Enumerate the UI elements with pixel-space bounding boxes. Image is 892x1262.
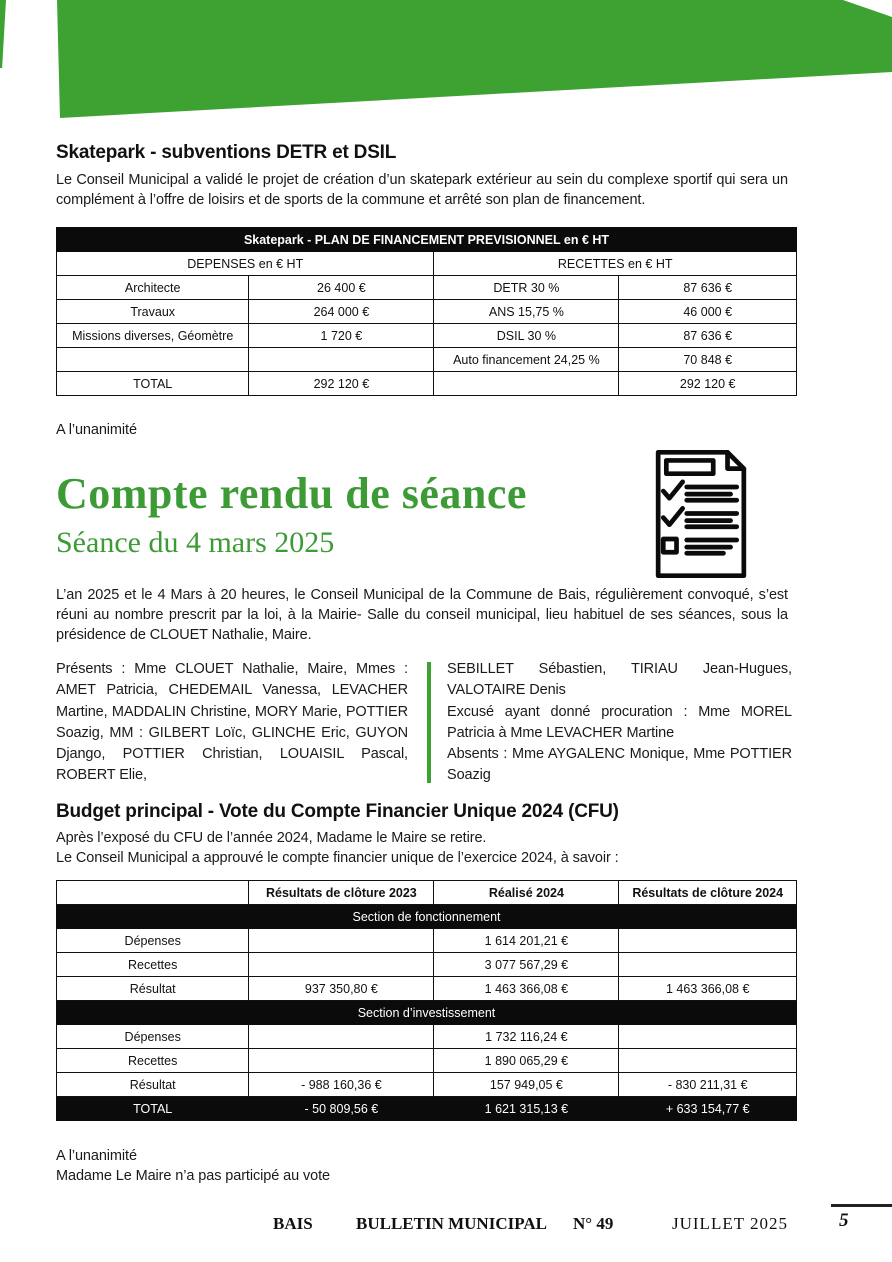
col-header-depenses: DEPENSES en € HT	[57, 252, 434, 276]
header-green-band	[0, 0, 892, 120]
table-caption: Skatepark - PLAN DE FINANCEMENT PREVISIONNEL en € HT	[57, 228, 797, 252]
cell: 87 636 €	[619, 324, 797, 348]
cell	[249, 953, 434, 977]
table-row	[57, 300, 797, 324]
footer-issue: N° 49	[573, 1214, 614, 1233]
cell	[619, 953, 797, 977]
cell: 87 636 €	[619, 276, 797, 300]
unanimity-note-2: A l’unanimité	[56, 1148, 137, 1164]
financing-table	[56, 227, 797, 396]
cell: 1 463 366,08 €	[434, 977, 619, 1001]
table-total-row	[57, 372, 797, 396]
footer-town: BAIS	[273, 1214, 313, 1233]
table-row	[57, 276, 797, 300]
seance-intro: L’an 2025 et le 4 Mars à 20 heures, le Conseil Municipal de la Commune de Bais, régulièrement convoqué, s’est réuni au nombre prescrit par la loi, à la Mairie- Salle du conseil municipal, lieu habituel de ses séances, sous la présidence de CLOUET Nathalie, Maire.	[56, 587, 788, 643]
cell: Recettes	[57, 1049, 249, 1073]
cell	[619, 929, 797, 953]
budget-line-1: Après l’exposé du CFU de l’année 2024, Madame le Maire se retire.	[56, 830, 487, 846]
budget-line-2: Le Conseil Municipal a approuvé le compte financier unique de l’exercice 2024, à savoir :	[56, 850, 619, 866]
mayor-vote-note: Madame Le Maire n’a pas participé au vote	[56, 1168, 330, 1184]
table-row	[57, 1025, 797, 1049]
cell: 1 890 065,29 €	[434, 1049, 619, 1073]
presents-text: Présents : Mme CLOUET Nathalie, Maire, Mmes : AMET Patricia, CHEDEMAIL Vanessa, LEVACHER Martine, MADDALIN Christine, MORY Marie, POTTIER Soazig, MM : GILBERT Loïc, GLINCHE Eric, GUYON Django, POTTIER Christian, LOUAISIL Pascal, ROBERT Elie,	[56, 661, 408, 784]
table-row	[57, 977, 797, 1001]
cell	[249, 348, 434, 372]
attendance-left-column	[56, 659, 408, 787]
col-header-2024: Résultats de clôture 2024	[619, 881, 797, 905]
page-number: 5	[839, 1210, 849, 1231]
section-row	[57, 905, 797, 929]
cell: 292 120 €	[249, 372, 434, 396]
cell: 46 000 €	[619, 300, 797, 324]
cell: Architecte	[57, 276, 249, 300]
cell: DSIL 30 %	[434, 324, 619, 348]
footer-date: JUILLET 2025	[672, 1214, 789, 1233]
cell: Travaux	[57, 300, 249, 324]
section-row	[57, 1001, 797, 1025]
report-checklist-icon	[650, 449, 752, 579]
table-row	[57, 1049, 797, 1073]
unanimity-note: A l’unanimité	[56, 422, 137, 438]
cell: - 830 211,31 €	[619, 1073, 797, 1097]
page-number-rule	[831, 1204, 892, 1207]
section-investissement-label: Section d’investissement	[57, 1001, 797, 1025]
table-header-row	[57, 252, 797, 276]
cell	[434, 372, 619, 396]
compte-rendu-title: Compte rendu de séance	[56, 469, 527, 518]
cell: Missions diverses, Géomètre	[57, 324, 249, 348]
seance-subtitle: Séance du 4 mars 2025	[56, 526, 335, 559]
cell	[57, 881, 249, 905]
header-green-sliver	[0, 0, 6, 68]
cell: 937 350,80 €	[249, 977, 434, 1001]
cell: 1 463 366,08 €	[619, 977, 797, 1001]
cell: Résultat	[57, 977, 249, 1001]
col-header-recettes: RECETTES en € HT	[434, 252, 797, 276]
cell: 1 720 €	[249, 324, 434, 348]
table-row	[57, 324, 797, 348]
cell: DETR 30 %	[434, 276, 619, 300]
cell: 26 400 €	[249, 276, 434, 300]
cell: 70 848 €	[619, 348, 797, 372]
cell: ANS 15,75 %	[434, 300, 619, 324]
cell	[249, 1025, 434, 1049]
cell: 292 120 €	[619, 372, 797, 396]
total-2024: + 633 154,77 €	[619, 1097, 797, 1121]
skatepark-intro: Le Conseil Municipal a validé le projet de création d’un skatepark extérieur au sein du complexe sportif qui sera un complément à l’offre de loisirs et de sports de la commune et arrêté son plan de financement.	[56, 172, 788, 208]
cell: Recettes	[57, 953, 249, 977]
cell: 1 732 116,24 €	[434, 1025, 619, 1049]
absents-text: Absents : Mme AYGALENC Monique, Mme POTTIER Soazig	[447, 746, 792, 784]
cell: 157 949,05 €	[434, 1073, 619, 1097]
col-header-realise: Réalisé 2024	[434, 881, 619, 905]
skatepark-heading: Skatepark - subventions DETR et DSIL	[56, 142, 397, 163]
total-realise: 1 621 315,13 €	[434, 1097, 619, 1121]
attendance-right-column	[447, 659, 792, 787]
cell	[619, 1025, 797, 1049]
table-caption-row	[57, 228, 797, 252]
excused-text: Excusé ayant donné procuration : Mme MOREL Patricia à Mme LEVACHER Martine	[447, 703, 792, 741]
cell: Auto financement 24,25 %	[434, 348, 619, 372]
col-header-2023: Résultats de clôture 2023	[249, 881, 434, 905]
cell: Dépenses	[57, 929, 249, 953]
table-row	[57, 1073, 797, 1097]
attendance-continued: SEBILLET Sébastien, TIRIAU Jean-Hugues, VALOTAIRE Denis	[447, 661, 792, 699]
cell: Dépenses	[57, 1025, 249, 1049]
cell: TOTAL	[57, 372, 249, 396]
table-total-row	[57, 1097, 797, 1121]
table-row	[57, 953, 797, 977]
column-divider	[427, 662, 431, 783]
cfu-table	[56, 880, 797, 1121]
section-fonctionnement-label: Section de fonctionnement	[57, 905, 797, 929]
table-row	[57, 929, 797, 953]
cell: 1 614 201,21 €	[434, 929, 619, 953]
cell	[57, 348, 249, 372]
budget-heading: Budget principal - Vote du Compte Financier Unique 2024 (CFU)	[56, 801, 619, 822]
cell: 264 000 €	[249, 300, 434, 324]
table-header-row	[57, 881, 797, 905]
total-label: TOTAL	[57, 1097, 249, 1121]
cell	[249, 929, 434, 953]
total-2023: - 50 809,56 €	[249, 1097, 434, 1121]
cell	[619, 1049, 797, 1073]
table-row	[57, 348, 797, 372]
cell: - 988 160,36 €	[249, 1073, 434, 1097]
cell	[249, 1049, 434, 1073]
footer-publication: BULLETIN MUNICIPAL	[356, 1214, 547, 1233]
cell: Résultat	[57, 1073, 249, 1097]
cell: 3 077 567,29 €	[434, 953, 619, 977]
